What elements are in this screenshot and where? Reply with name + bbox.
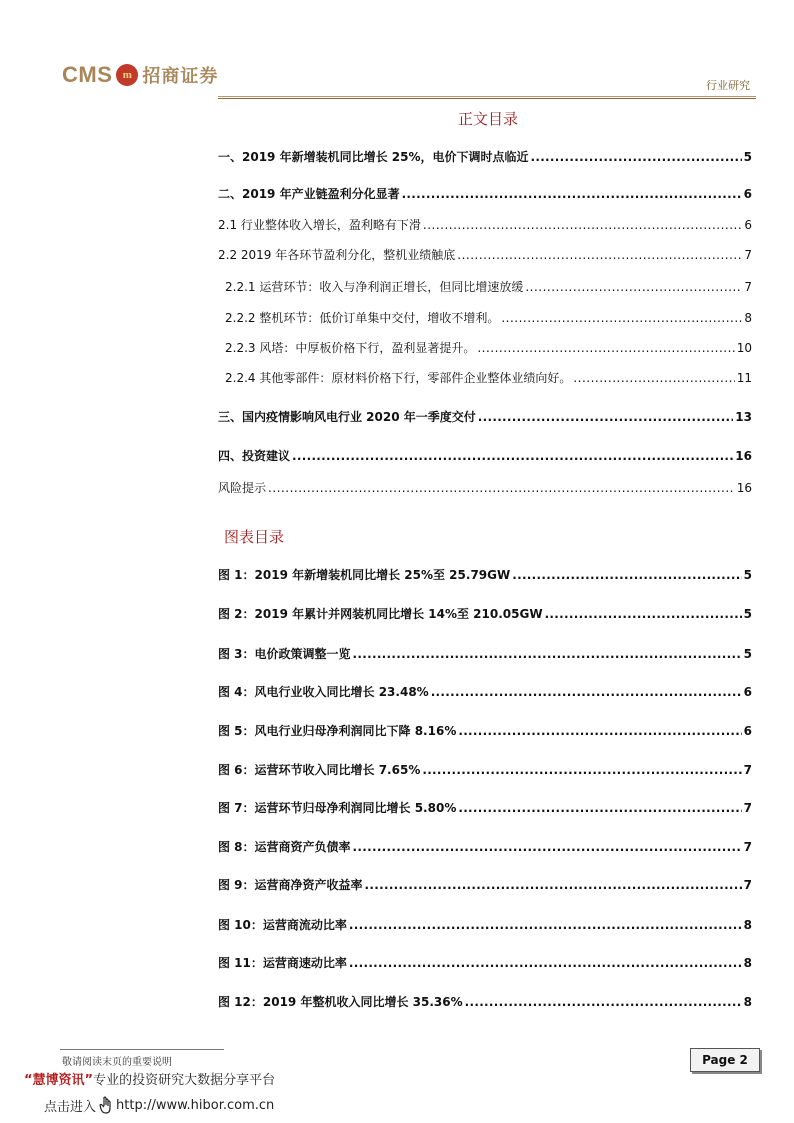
toc-entry-text: 二、2019 年产业链盈利分化显著 — [218, 187, 400, 201]
toc-entry-page: 6 — [743, 187, 752, 201]
figure-entry-page: 7 — [743, 763, 752, 777]
figure-entry-page: 8 — [743, 995, 752, 1009]
figure-entry-text: 图 6：运营环节收入同比增长 7.65% — [218, 763, 421, 777]
toc-entry[interactable] — [218, 447, 752, 465]
figure-entry[interactable] — [218, 566, 752, 584]
toc-entry-text: 2.1 行业整体收入增长，盈利略有下滑 — [218, 218, 421, 232]
figure-entry[interactable] — [218, 683, 752, 701]
dot-leader — [353, 838, 742, 856]
footer-link[interactable] — [44, 1095, 274, 1115]
logo-badge-icon: m — [116, 64, 138, 86]
link-prefix: 点击进入 — [44, 1099, 97, 1115]
figure-entry-page: 6 — [743, 685, 752, 699]
toc-entry-text: 2.2.3 风塔：中厚板价格下行，盈利显著提升。 — [225, 341, 476, 355]
figure-entry-text: 图 2：2019 年累计并网装机同比增长 14%至 210.05GW — [218, 607, 543, 621]
report-section: 行业研究 — [706, 79, 750, 92]
toc-entry[interactable] — [218, 479, 752, 497]
dot-leader — [292, 447, 733, 465]
figure-entry-page: 7 — [743, 840, 752, 854]
footer-divider — [60, 1049, 224, 1050]
dot-leader — [458, 722, 741, 740]
figure-entry[interactable] — [218, 605, 752, 623]
dot-leader — [353, 645, 742, 663]
dot-leader — [478, 408, 734, 426]
figure-entry-page: 8 — [743, 956, 752, 970]
dot-leader — [349, 954, 742, 972]
toc-entry-text: 风险提示 — [218, 481, 267, 495]
dot-leader — [512, 566, 741, 584]
header-divider-secondary — [218, 98, 756, 99]
figure-entry-page: 6 — [743, 724, 752, 738]
dot-leader — [477, 339, 734, 357]
figure-entry[interactable] — [218, 838, 752, 856]
toc-entry-text: 四、投资建议 — [218, 449, 291, 463]
figure-entry-page: 5 — [743, 568, 752, 582]
toc-entry[interactable] — [218, 278, 752, 296]
toc-entry[interactable] — [218, 369, 752, 387]
toc-entry[interactable] — [218, 246, 752, 264]
header-divider — [218, 96, 756, 97]
toc-entry-page: 16 — [736, 481, 752, 495]
dot-leader — [349, 916, 742, 934]
figure-entry-text: 图 10：运营商流动比率 — [218, 918, 347, 932]
dot-leader — [525, 278, 742, 296]
figure-entry[interactable] — [218, 993, 752, 1011]
figure-entry-page: 7 — [743, 801, 752, 815]
figure-entry[interactable] — [218, 761, 752, 779]
figure-entry-text: 图 7：运营环节归母净利润同比增长 5.80% — [218, 801, 457, 815]
figure-entry-page: 5 — [743, 647, 752, 661]
toc-entry-text: 一、2019 年新增装机同比增长 25%，电价下调时点临近 — [218, 150, 529, 164]
slogan-brand: “慧博资讯” — [24, 1073, 94, 1088]
toc-entry-page: 11 — [736, 371, 752, 385]
figure-entry-text: 图 4：风电行业收入同比增长 23.48% — [218, 685, 429, 699]
dot-leader — [545, 605, 742, 623]
toc-entry-text: 2.2.2 整机环节：低价订单集中交付，增收不增利。 — [225, 311, 500, 325]
toc-entry-text: 2.2 2019 年各环节盈利分化，整机业绩触底 — [218, 248, 456, 262]
footer-slogan — [24, 1069, 275, 1088]
dot-leader — [530, 148, 741, 166]
figure-entry-text: 图 5：风电行业归母净利润同比下降 8.16% — [218, 724, 457, 738]
figure-entry[interactable] — [218, 876, 752, 894]
figure-entry-text: 图 1：2019 年新增装机同比增长 25%至 25.79GW — [218, 568, 511, 582]
brand-logo — [62, 62, 218, 88]
toc-entry[interactable] — [218, 148, 752, 166]
figure-entry[interactable] — [218, 722, 752, 740]
figure-toc-title: 图表目录 — [224, 528, 285, 546]
dot-leader — [573, 369, 734, 387]
toc-entry[interactable] — [218, 216, 752, 234]
dot-leader — [458, 799, 741, 817]
disclaimer-note: 敬请阅读末页的重要说明 — [62, 1057, 172, 1068]
slogan-text: 专业的投资研究大数据分享平台 — [93, 1073, 276, 1088]
figure-entry-text: 图 9：运营商净资产收益率 — [218, 878, 363, 892]
figure-entry-text: 图 11：运营商速动比率 — [218, 956, 347, 970]
figure-entry-text: 图 3：电价政策调整一览 — [218, 647, 351, 661]
toc-entry[interactable] — [218, 309, 752, 327]
figure-entry[interactable] — [218, 645, 752, 663]
dot-leader — [501, 309, 742, 327]
toc-entry[interactable] — [218, 339, 752, 357]
logo-latin: CMS — [62, 62, 113, 87]
figure-entry-text: 图 8：运营商资产负债率 — [218, 840, 351, 854]
figure-entry[interactable] — [218, 916, 752, 934]
toc-entry-text: 三、国内疫情影响风电行业 2020 年一季度交付 — [218, 410, 476, 424]
toc-entry-text: 2.2.1 运营环节：收入与净利润正增长，但同比增速放缓 — [225, 280, 524, 294]
toc-entry-page: 6 — [744, 218, 752, 232]
logo-chinese: 招商证券 — [142, 66, 219, 87]
toc-entry[interactable] — [218, 185, 752, 203]
toc-entry-page: 10 — [736, 341, 752, 355]
toc-entry-page: 7 — [744, 280, 752, 294]
figure-entry-page: 7 — [743, 878, 752, 892]
dot-leader — [423, 216, 742, 234]
figure-entry[interactable] — [218, 799, 752, 817]
main-toc-title: 正文目录 — [457, 110, 518, 128]
toc-entry-page: 5 — [743, 150, 752, 164]
page-number-badge: Page 2 — [690, 1048, 760, 1072]
toc-entry-text: 2.2.4 其他零部件：原材料价格下行，零部件企业整体业绩向好。 — [225, 371, 572, 385]
toc-entry-page: 7 — [744, 248, 752, 262]
dot-leader — [431, 683, 742, 701]
figure-entry[interactable] — [218, 954, 752, 972]
figure-entry-page: 5 — [743, 607, 752, 621]
dot-leader — [268, 479, 735, 497]
dot-leader — [457, 246, 742, 264]
link-url[interactable]: http://www.hibor.com.cn — [116, 1097, 275, 1113]
toc-entry[interactable] — [218, 408, 752, 426]
figure-entry-text: 图 12：2019 年整机收入同比增长 35.36% — [218, 995, 463, 1009]
toc-entry-page: 8 — [744, 311, 752, 325]
toc-entry-page: 13 — [735, 410, 752, 424]
toc-entry-page: 16 — [735, 449, 752, 463]
dot-leader — [402, 185, 742, 203]
dot-leader — [365, 876, 742, 894]
pointing-hand-icon — [98, 1095, 114, 1115]
dot-leader — [465, 993, 742, 1011]
figure-entry-page: 8 — [743, 918, 752, 932]
dot-leader — [422, 761, 741, 779]
